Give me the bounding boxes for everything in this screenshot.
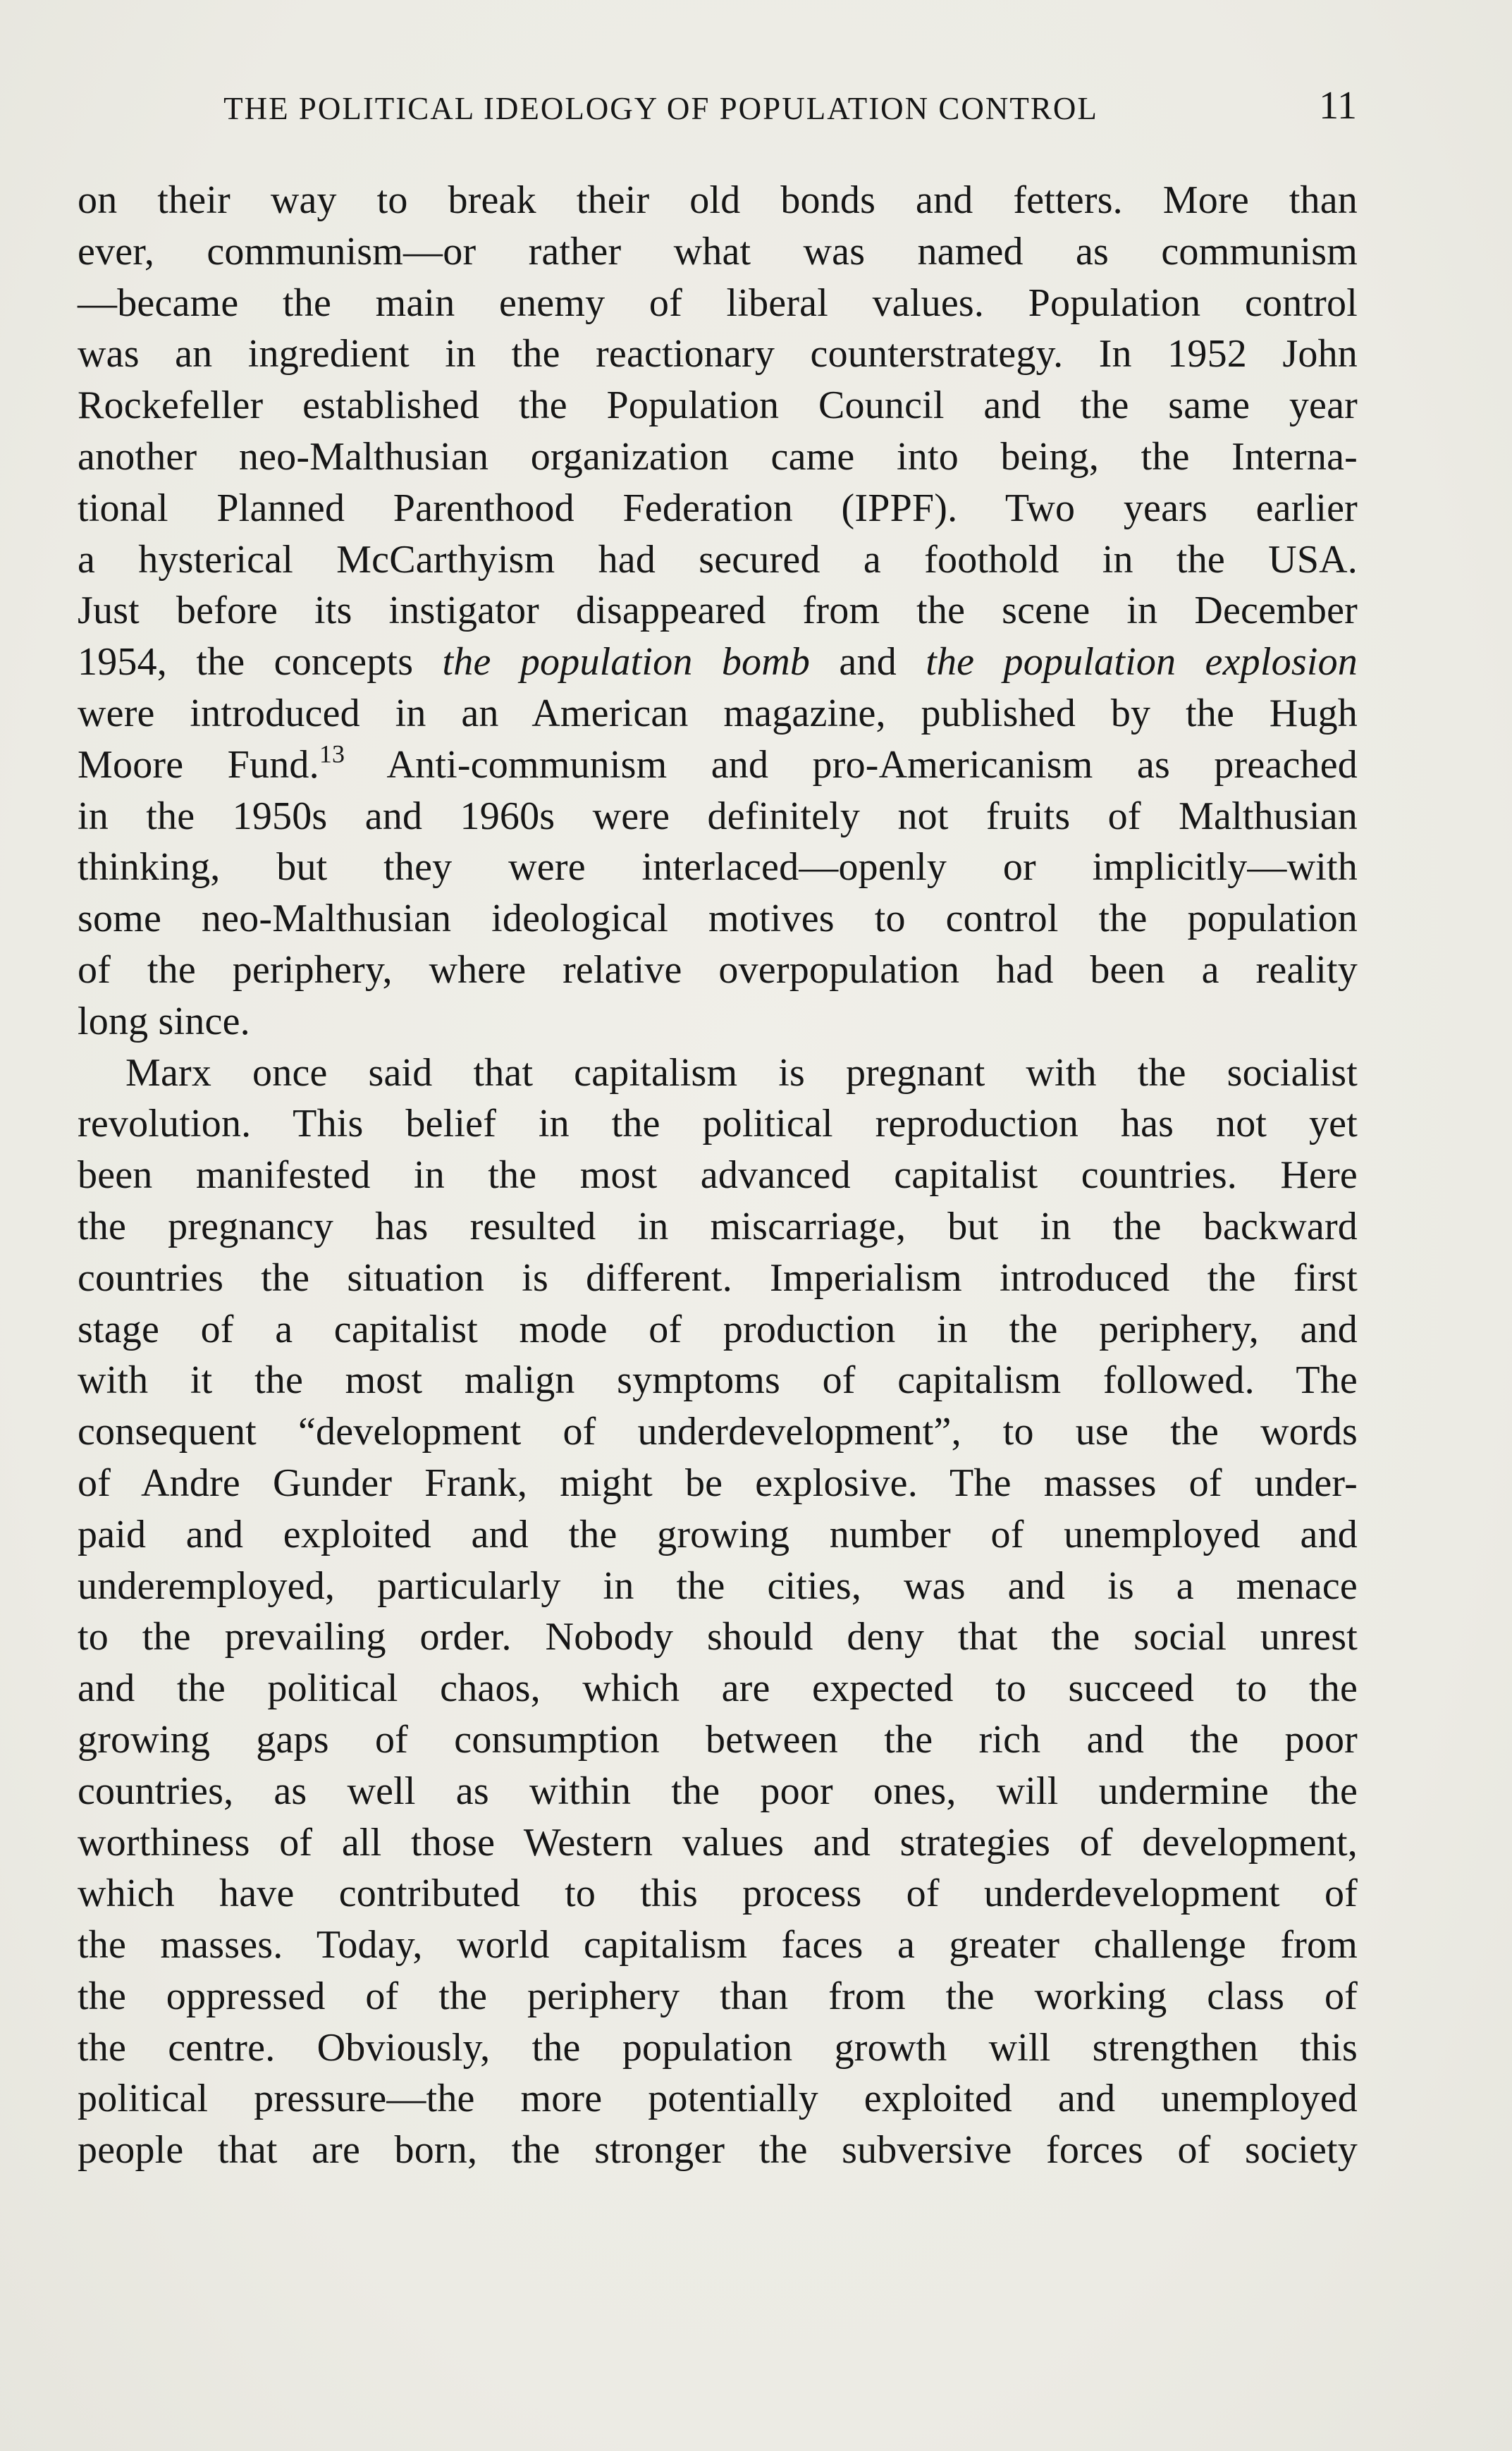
text-line: Just before its instigator disappeared from the scene in December [78,589,1358,633]
text-line: to the prevailing order. Nobody should deny that the social unrest [78,1615,1358,1659]
text-line: stage of a capitalist mode of production in the periphery, and [78,1307,1358,1351]
text-line: of Andre Gunder Frank, might be explosive. The masses of under- [78,1461,1358,1505]
text-line: were introduced in an American magazine, published by the Hugh [78,691,1358,735]
page-header [78,83,1357,140]
text-line: ever, communism—or rather what was named as communism [78,229,1358,274]
text-line: in the 1950s and 1960s were definitely not fruits of Malthusian [78,794,1358,838]
italic-phrase: the population bomb [442,640,811,684]
text-line: consequent “development of underdevelopment”, to use the words [78,1410,1358,1454]
text-line: the oppressed of the periphery than from the working class of [78,1974,1358,2018]
text-line: worthiness of all those Western values and strategies of development, [78,1820,1358,1865]
text-line: the centre. Obviously, the population growth will strengthen this [78,2025,1358,2070]
italic-phrase: the population explosion [926,640,1358,684]
text-line: thinking, but they were interlaced—openly or implicitly—with [78,845,1358,890]
text-line: another neo-Malthusian organization came into being, the Interna- [78,434,1358,479]
text-line: —became the main enemy of liberal values. Population control [78,281,1358,325]
text-line: the pregnancy has resulted in miscarriage, but in the backward [78,1204,1358,1248]
text-line: some neo-Malthusian ideological motives to control the population [78,897,1358,941]
text-line: growing gaps of consumption between the rich and the poor [78,1717,1358,1762]
text-line: people that are born, the stronger the subversive forces of society [78,2128,1358,2173]
footnote-marker: 13 [319,739,345,768]
text-line: paid and exploited and the growing number of unemployed and [78,1512,1358,1556]
text-line: on their way to break their old bonds and fetters. More than [78,178,1358,222]
text-line-with-italics: 1954, the concepts the population bomb and the population explosion [78,640,1358,684]
text-line: with it the most malign symptoms of capitalism followed. The [78,1358,1358,1403]
body-text [78,175,1358,2176]
text-line-with-footnote: Moore Fund.$^{13}$ Anti-communism and pro-Americanism as preached [78,739,1358,787]
text-line: been manifested in the most advanced capitalist countries. Here [78,1153,1358,1198]
text-line: long since. [78,999,250,1043]
text-line: and the political chaos, which are expected to succeed to the [78,1666,1358,1711]
text-line: the masses. Today, world capitalism faces a greater challenge from [78,1923,1358,1967]
page-number: 11 [1319,84,1357,128]
text-line: which have contributed to this process of underdevelopment of [78,1872,1358,1916]
text-line: revolution. This belief in the political reproduction has not yet [78,1102,1358,1146]
paragraph-start-line: Marx once said that capitalism is pregnant with the socialist [125,1050,1358,1095]
text-line: Rockefeller established the Population Council and the same year [78,383,1358,428]
text-line: was an ingredient in the reactionary counterstrategy. In 1952 John [78,332,1358,376]
running-title: THE POLITICAL IDEOLOGY OF POPULATION CONTROL [223,91,1098,126]
text-line: political pressure—the more potentially exploited and unemployed [78,2077,1358,2121]
text-line: of the periphery, where relative overpopulation had been a reality [78,947,1358,992]
text-line: countries, as well as within the poor ones, will undermine the [78,1769,1358,1813]
text-line: countries the situation is different. Imperialism introduced the first [78,1255,1358,1300]
text-line: tional Planned Parenthood Federation (IPPF). Two years earlier [78,486,1358,530]
text-line: underemployed, particularly in the cities, was and is a menace [78,1564,1358,1608]
text-line: a hysterical McCarthyism had secured a foothold in the USA. [78,537,1358,582]
